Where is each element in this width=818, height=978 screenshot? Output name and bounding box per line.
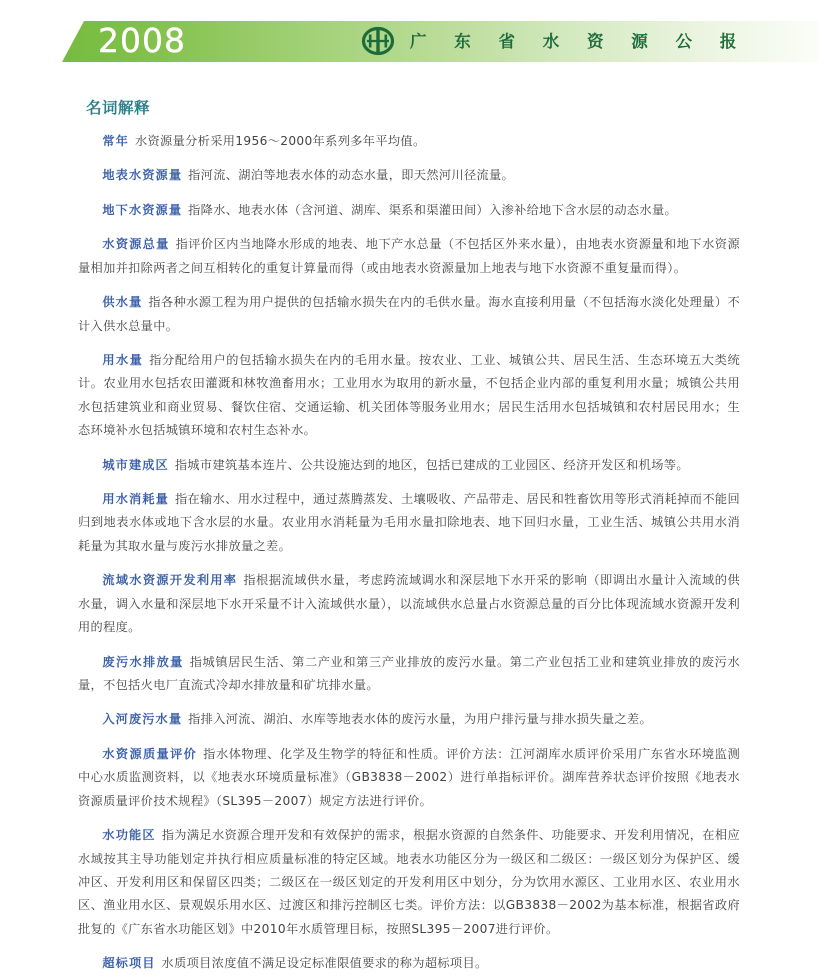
glossary-term: 水功能区 [102, 828, 156, 843]
report-year: 2008 [98, 21, 186, 60]
glossary-entry [78, 130, 740, 153]
glossary-term: 水资源质量评价 [102, 746, 198, 761]
glossary-definition: 水资源量分析采用1956～2000年系列多年平均值。 [134, 134, 426, 148]
glossary-term: 用水量 [102, 352, 144, 367]
glossary-entry [78, 569, 740, 639]
page-header [0, 0, 818, 78]
glossary-entry [78, 164, 740, 187]
glossary-term: 地表水资源量 [102, 168, 183, 183]
glossary-definition: 指分配给用户的包括输水损失在内的毛用水量。按农业、工业、城镇公共、居民生活、生态环境五大类统计。农业用水包括农田灌溉和林牧渔畜用水；工业用水为取用的新水量，不包括企业内部的重复利用水量；城镇公共用水包括建筑业和商业贸易、餐饮住宿、交通运输、机关团体等服务业用水；居民生活用水包括城镇和农村居民用水；生态环境补水包括城镇环境和农村生态补水。 [78, 352, 740, 438]
ministry-of-water-resources-emblem-icon [358, 26, 398, 56]
glossary-term: 流域水资源开发利用率 [102, 573, 238, 588]
glossary-term: 入河废污水量 [102, 712, 183, 727]
glossary-definition: 指根据流域供水量，考虑跨流域调水和深层地下水开采的影响（即调出水量计入流域的供水量，调入水量和深层地下水开采量不计入流域供水量），以流域供水总量占水资源总量的百分比体现流域水资源开发利用的程度。 [78, 573, 741, 635]
glossary-entry [78, 233, 740, 280]
glossary-term: 水资源总量 [102, 237, 170, 252]
glossary-entry [78, 952, 740, 975]
glossary-definition: 指城市建筑基本连片、公共设施达到的地区，包括已建成的工业园区、经济开发区和机场等。 [174, 457, 689, 472]
glossary-term: 地下水资源量 [102, 202, 183, 217]
glossary-definition: 指水体物理、化学及生物学的特征和性质。评价方法：江河湖库水质评价采用广东省水环境监测中心水质监测资料，以《地表水环境质量标准》（GB3838－2002）进行单指标评价。湖库营养状态评价按照《地表水资源质量评价技术规程》（SL395－2007）规定方法进行评价。 [78, 746, 740, 808]
glossary-definition: 指排入河流、湖泊、水库等地表水体的废污水量，为用户排污量与排水损失量之差。 [188, 712, 653, 727]
glossary-term: 供水量 [102, 295, 143, 310]
glossary-definition: 指各种水源工程为用户提供的包括输水损失在内的毛供水量。海水直接利用量（不包括海水淡化处理量）不计入供水总量中。 [78, 295, 740, 333]
glossary-entry [78, 708, 740, 731]
glossary-entry [78, 199, 740, 222]
glossary-term: 常年 [102, 134, 129, 148]
glossary-entry-list [78, 130, 740, 976]
glossary-entry [78, 349, 740, 443]
publication-title: 广 东 省 水 资 源 公 报 [410, 32, 748, 51]
glossary-entry [78, 454, 740, 477]
glossary-definition: 指为满足水资源合理开发和有效保护的需求，根据水资源的自然条件、功能要求、开发利用情况，在相应水域按其主导功能划定并执行相应质量标准的特定区域。地表水功能区分为一级区和二级区：一级区划分为保护区、缓冲区、开发利用区和保留区四类；二级区在一级区划定的开发利用区中划分，分为饮用水源区、工业用水区、农业用水区、渔业用水区、景观娱乐用水区、过渡区和排污控制区七类。评价方法：以GB3838－2002为基本标准，根据省政府批复的《广东省水功能区划》中2010年水质管理目标，按照SL395－2007进行评价。 [78, 828, 740, 936]
document-body [0, 78, 818, 976]
glossary-entry [78, 291, 740, 338]
glossary-definition: 指河流、湖泊等地表水体的动态水量，即天然河川径流量。 [188, 168, 515, 183]
glossary-entry [78, 651, 740, 698]
glossary-entry [78, 824, 740, 941]
glossary-definition: 指城镇居民生活、第二产业和第三产业排放的废污水量。第二产业包括工业和建筑业排放的废污水量，不包括火电厂直流式冷却水排放量和矿坑排水量。 [78, 654, 740, 693]
glossary-entry [78, 743, 740, 813]
glossary-entry [78, 488, 740, 558]
section-title-glossary: 名词解释 [86, 99, 151, 117]
glossary-definition: 指评价区内当地降水形成的地表、地下产水总量（不包括区外来水量），由地表水资源量和地下水资源量相加并扣除两者之间互相转化的重复计算量而得（或由地表水资源量加上地表与地下水资源不重复量而得）。 [78, 237, 741, 275]
glossary-definition: 指降水、地表水体（含河道、湖库、渠系和渠灌田间）入渗补给地下含水层的动态水量。 [188, 202, 678, 217]
glossary-definition: 指在输水、用水过程中，通过蒸腾蒸发、土壤吸收、产品带走、居民和牲畜饮用等形式消耗掉而不能回归到地表水体或地下含水层的水量。农业用水消耗量为毛用水量扣除地表、地下回归水量，工业生活、城镇公共用水消耗量为其取水量与废污水排放量之差。 [78, 492, 741, 553]
glossary-term: 废污水排放量 [102, 654, 184, 669]
glossary-definition: 水质项目浓度值不满足设定标准限值要求的称为超标项目。 [161, 956, 488, 971]
glossary-term: 超标项目 [102, 956, 156, 971]
glossary-term: 城市建成区 [102, 457, 169, 472]
glossary-term: 用水消耗量 [102, 492, 169, 507]
